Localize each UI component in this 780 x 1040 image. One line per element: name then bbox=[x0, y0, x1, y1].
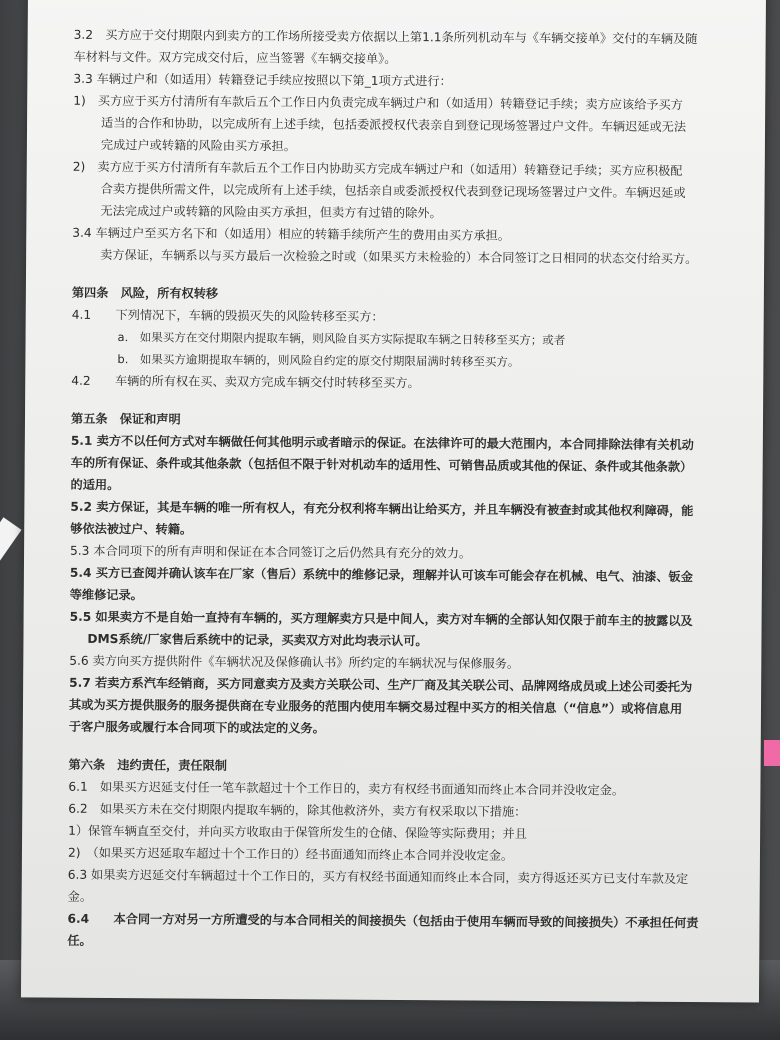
clause-3-3-2-line-2: 合卖方提供所需文件，以完成所有上述手续，包括亲自或委派授权代表到登记现场签署过户文件。车辆迟延或 bbox=[100, 181, 686, 201]
clause-3-3: 3.3 车辆过户和（如适用）转籍登记手续应按照以下第_1项方式进行： bbox=[73, 71, 452, 89]
clause-6-1: 6.1 如果买方迟延支付任一笔车款超过十个工作日的，卖方有权经书面通知而终止本合同并没收定金。 bbox=[68, 779, 625, 798]
clause-5-2-line-2: 够依法被过户、转籍。 bbox=[70, 521, 193, 537]
contract-text bbox=[67, 24, 723, 957]
clause-5-3: 5.3 本合同项下的所有声明和保证在本合同签订之后仍然具有充分的效力。 bbox=[70, 543, 472, 561]
clause-5-1-line-2: 车的所有保证、条件或其他条款（包括但不限于针对机动车的适用性、可销售品质或其他的保证、条件或其他条款） bbox=[70, 455, 693, 475]
clause-3-2-line-1: 3.2 买方应于交付期限内到卖方的工作场所接受卖方依据以上第1.1条所列机动车与《车辆交接单》交付的车辆及随 bbox=[73, 27, 698, 47]
clause-4-1-b: b. 如果买方逾期提取车辆的，则风险自约定的原交付期限届满时转移至买方。 bbox=[117, 352, 520, 369]
clause-5-7-line-1: 5.7 若卖方系汽车经销商，买方同意卖方及卖方关联公司、生产厂商及其关联公司、品牌网络成员或上述公司委托为 bbox=[69, 675, 693, 695]
clause-6-4-line-1: 6.4 本合同一方对另一方所遭受的与本合同相关的间接损失（包括由于使用车辆而导致的间接损失）不承担任何责 bbox=[67, 911, 699, 931]
clause-3-3-2-line-3: 无法完成过户或转籍的风险由买方承担，但卖方有过错的除外。 bbox=[100, 203, 442, 221]
clause-3-3-2-line-1: 2) 卖方应于买方付清所有车款后五个工作日内协助买方完成车辆过户和（如适用）转籍登记手续；买方应积极配 bbox=[72, 159, 683, 178]
clause-5-1-line-3: 的适用。 bbox=[70, 477, 120, 493]
clause-6-3-line-1: 6.3 如果卖方迟延交付车辆超过十个工作日的，买方有权经书面通知而终止本合同，卖方得返还买方已支付车款及定 bbox=[67, 867, 689, 887]
clause-4-1: 4.1 下列情况下，车辆的毁损灭失的风险转移至买方： bbox=[71, 307, 384, 324]
clause-4-2: 4.2 车辆的所有权在买、卖双方完成车辆交付时转移至买方。 bbox=[71, 373, 420, 391]
clause-5-1-line-1: 5.1 卖方不以任何方式对车辆做任何其他明示或者暗示的保证。在法律许可的最大范围内，本合同排除法律有关机动 bbox=[70, 433, 694, 453]
clause-5-4-line-2: 等维修记录。 bbox=[69, 587, 143, 603]
clause-6-2-2: 2) （如果买方迟延取车超过十个工作日的）经书面通知而终止本合同并没收定金。 bbox=[67, 845, 514, 863]
clause-5-7-line-2: 其或为买方提供服务的服务提供商在专业服务的范围内使用车辆交易过程中买方的相关信息（“信息”）或将信息用 bbox=[68, 697, 683, 717]
clause-6-3-line-2: 金。 bbox=[67, 889, 93, 904]
clause-5-2-line-1: 5.2 卖方保证，其是车辆的唯一所有权人，有充分权利将车辆出让给买方，并且车辆没有被查封或其他权利障碍，能 bbox=[70, 499, 694, 519]
clause-5-5-line-1: 5.5 如果卖方不是自始一直持有车辆的，买方理解卖方只是中间人，卖方对车辆的全部认知仅限于前车主的披露以及 bbox=[69, 609, 693, 629]
article-5-heading: 第五条 保证和声明 bbox=[70, 411, 181, 427]
clause-6-2: 6.2 如果买方未在交付期限内提取车辆的，除其他救济外，卖方有权采取以下措施： bbox=[68, 801, 527, 819]
article-4-heading: 第四条 风险，所有权转移 bbox=[71, 285, 219, 301]
seller-guarantee: 卖方保证，车辆系以与买方最后一次检验之时或（如果买方未检验的）本合同签订之日相同的状态交付给买方。 bbox=[100, 247, 698, 267]
clause-4-1-a: a. 如果买方在交付期限内提取车辆，则风险自买方实际提取车辆之日转移至买方；或者 bbox=[117, 330, 566, 348]
clause-6-4-line-2: 任。 bbox=[67, 933, 92, 948]
article-6-heading: 第六条 违约责任，责任限制 bbox=[68, 757, 228, 773]
clause-3-3-1-line-1: 1) 买方应于买方付清所有车款后五个工作日内负责完成车辆过户和（如适用）转籍登记手续；卖方应该给予买方 bbox=[73, 93, 683, 112]
clause-6-2-1: 1）保管车辆直至交付，并向买方收取由于保管所发生的仓储、保险等实际费用；并且 bbox=[68, 823, 527, 841]
clause-3-4: 3.4 车辆过户至买方名下和（如适用）相应的转籍手续所产生的费用由买方承担。 bbox=[72, 225, 510, 243]
clause-3-3-1-line-2: 适当的合作和协助，以完成所有上述手续，包括委派授权代表亲自到登记现场签署过户文件。车辆迟延或无法 bbox=[101, 115, 687, 135]
document-page bbox=[21, 0, 766, 1003]
clause-3-3-1-line-3: 完成过户或转籍的风险由买方承担。 bbox=[100, 137, 296, 154]
clause-5-5-line-2: DMS系统/厂家售后系统中的记录，买卖双方对此均表示认可。 bbox=[87, 631, 428, 649]
clause-3-2-line-2: 车材料与文件。双方完成交付后，应当签署《车辆交接单》。 bbox=[73, 49, 397, 66]
clause-5-6: 5.6 卖方向买方提供附件《车辆状况及保修确认书》所约定的车辆状况与保修服务。 bbox=[69, 653, 520, 671]
clause-5-4-line-1: 5.4 买方已查阅并确认该车在厂家（售后）系统中的维修记录，理解并认可该车可能会存在机械、电气、油漆、钣金 bbox=[69, 565, 693, 585]
clause-5-7-line-3: 于客户服务或履行本合同项下的或法定的义务。 bbox=[68, 719, 325, 736]
sticky-note-tab bbox=[764, 740, 780, 766]
